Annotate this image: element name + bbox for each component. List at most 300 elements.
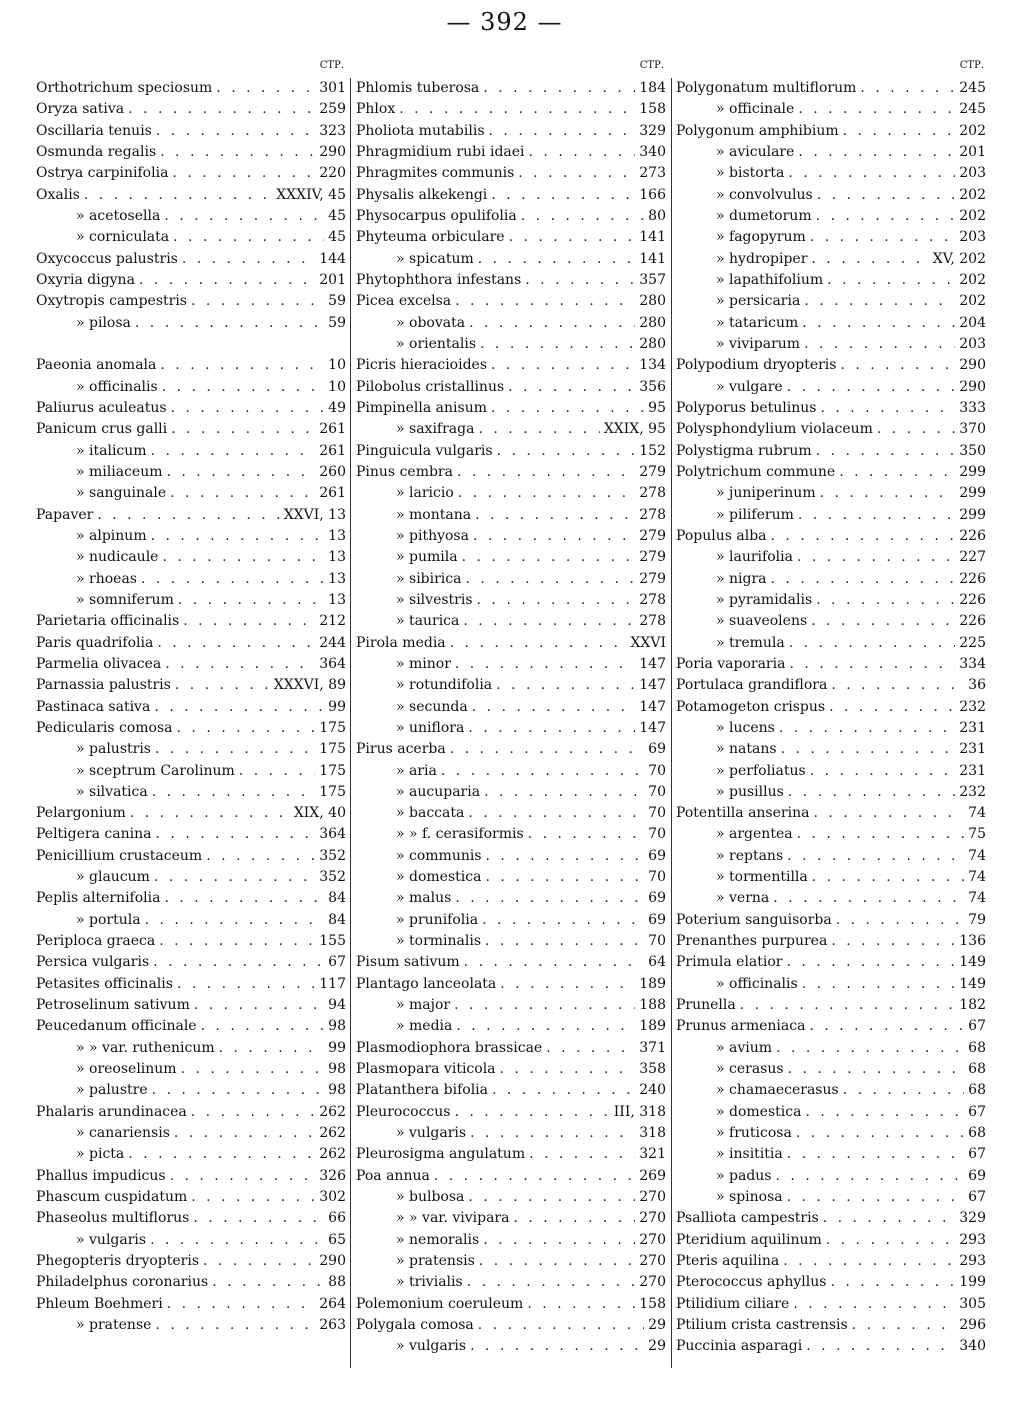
- entry-page: 278: [639, 613, 666, 630]
- index-entry: [36, 1123, 346, 1144]
- entry-name: » acetosella: [76, 207, 161, 224]
- leader-dots: [546, 1038, 635, 1059]
- index-entry: [36, 739, 346, 760]
- leader-dots: [128, 1144, 315, 1165]
- entry-name: » sceptrum Carolinum: [76, 762, 235, 779]
- index-entry: [676, 1016, 986, 1037]
- entry-name: » tremula: [716, 634, 785, 651]
- index-entry: [676, 1294, 986, 1315]
- index-entry: [676, 377, 986, 398]
- index-entry: [676, 206, 986, 227]
- entry-name: » obovata: [396, 314, 466, 331]
- entry-name: Poterium sanguisorba: [676, 911, 832, 928]
- entry-name: » secunda: [396, 698, 468, 715]
- entry-page: 79: [968, 911, 986, 928]
- entry-page: 244: [319, 634, 346, 651]
- index-entry: [676, 547, 986, 568]
- entry-name: Polygala comosa: [356, 1317, 474, 1334]
- leader-dots: [177, 718, 316, 739]
- index-entry: [36, 611, 346, 632]
- leader-dots: [463, 611, 635, 632]
- index-entry: [356, 291, 666, 312]
- entry-name: Polyporus betulinus: [676, 399, 817, 416]
- entry-name: » chamaecerasus: [716, 1082, 839, 1099]
- index-entry: [676, 291, 986, 312]
- index-entry: [676, 78, 986, 99]
- leader-dots: [810, 227, 955, 248]
- entry-page: 29: [648, 1317, 666, 1334]
- leader-dots: [492, 1080, 635, 1101]
- leader-dots: [810, 761, 956, 782]
- entry-name: Petasites officinalis: [36, 975, 173, 992]
- index-entry: [356, 569, 666, 590]
- index-entry: [36, 419, 346, 440]
- index-entry: [356, 1102, 666, 1123]
- index-entry: [36, 1272, 346, 1293]
- entry-name: » padus: [716, 1167, 772, 1184]
- entry-name: » persicaria: [716, 293, 801, 310]
- leader-dots: [470, 1336, 644, 1357]
- entry-name: Periploca graeca: [36, 933, 156, 950]
- index-entry: [356, 1336, 666, 1357]
- entry-name: » domestica: [396, 869, 482, 886]
- index-entry: [36, 270, 346, 291]
- entry-name: Potamogeton crispus: [676, 698, 826, 715]
- index-entry: [356, 1123, 666, 1144]
- index-entry: [36, 867, 346, 888]
- leader-dots: [467, 1272, 636, 1293]
- index-entry: [676, 824, 986, 845]
- leader-dots: [830, 1272, 955, 1293]
- entry-name: » sibirica: [396, 570, 462, 587]
- leader-dots: [787, 377, 956, 398]
- entry-name: Phlomis tuberosa: [356, 80, 480, 96]
- entry-name: » glaucum: [76, 869, 150, 886]
- leader-dots: [150, 1230, 324, 1251]
- entry-page: 70: [648, 826, 666, 843]
- entry-page: 264: [319, 1295, 346, 1312]
- entry-name: » portula: [76, 911, 141, 928]
- leader-dots: [177, 974, 315, 995]
- entry-page: 203: [959, 335, 986, 352]
- entry-name: » spinosa: [716, 1189, 783, 1206]
- leader-dots: [155, 739, 315, 760]
- entry-page: 68: [968, 1039, 986, 1056]
- leader-dots: [462, 547, 636, 568]
- entry-page: 278: [639, 591, 666, 608]
- leader-dots: [779, 718, 955, 739]
- index-entry: [36, 1230, 346, 1251]
- leader-dots: [434, 1166, 635, 1187]
- index-entry: [676, 483, 986, 504]
- entry-name: » bistorta: [716, 165, 785, 182]
- leader-dots: [206, 846, 315, 867]
- index-entry: [36, 633, 346, 654]
- entry-page: 75: [968, 826, 986, 843]
- entry-page: 149: [959, 954, 986, 971]
- entry-page: 68: [968, 1082, 986, 1099]
- leader-dots: [787, 1187, 965, 1208]
- entry-name: Oxytropis campestris: [36, 293, 187, 310]
- index-entry: [36, 313, 346, 334]
- leader-dots: [788, 163, 955, 184]
- entry-name: » » f. cerasiformis: [396, 826, 524, 843]
- entry-page: 166: [639, 186, 666, 203]
- index-entry: [36, 526, 346, 547]
- leader-dots: [212, 1272, 324, 1293]
- entry-page: 201: [959, 143, 986, 160]
- index-entry: [676, 270, 986, 291]
- entry-page: 88: [328, 1274, 346, 1291]
- entry-page: 80: [648, 207, 666, 224]
- entry-name: » picta: [76, 1146, 125, 1163]
- leader-dots: [162, 377, 324, 398]
- entry-name: Pleurococcus: [356, 1103, 451, 1120]
- leader-dots: [162, 547, 324, 568]
- leader-dots: [491, 398, 644, 419]
- index-entry: [356, 462, 666, 483]
- leader-dots: [797, 824, 965, 845]
- index-entry: [676, 739, 986, 760]
- index-entry: [36, 654, 346, 675]
- entry-name: » viviparum: [716, 335, 801, 352]
- index-entry: [676, 1102, 986, 1123]
- entry-name: » domestica: [716, 1103, 802, 1120]
- entry-name: » aviculare: [716, 143, 795, 160]
- index-entry: [36, 78, 346, 99]
- leader-dots: [167, 462, 316, 483]
- leader-dots: [508, 377, 635, 398]
- entry-name: » fagopyrum: [716, 229, 806, 246]
- entry-page: 13: [328, 549, 346, 566]
- index-entry: [36, 952, 346, 973]
- index-entry: [356, 931, 666, 952]
- leader-dots: [787, 846, 964, 867]
- index-entry: [356, 505, 666, 526]
- leader-dots: [141, 569, 324, 590]
- leader-dots: [472, 697, 636, 718]
- entry-name: » pilosa: [76, 314, 131, 331]
- entry-page: 147: [639, 698, 666, 715]
- leader-dots: [817, 185, 956, 206]
- leader-dots: [164, 888, 324, 909]
- entry-page: 66: [328, 1210, 346, 1227]
- leader-dots: [170, 483, 315, 504]
- index-entry: [676, 1230, 986, 1251]
- index-entry: [36, 441, 346, 462]
- leader-dots: [480, 334, 635, 355]
- entry-page: 189: [639, 975, 666, 992]
- index-entry: [676, 313, 986, 334]
- leader-dots: [789, 654, 955, 675]
- index-entry: [36, 1080, 346, 1101]
- leader-dots: [478, 249, 636, 270]
- entry-name: » perfoliatus: [716, 762, 806, 779]
- index-entry: [676, 910, 986, 931]
- entry-page: 279: [639, 549, 666, 566]
- entry-page: 10: [328, 357, 346, 374]
- entry-page: 270: [639, 1253, 666, 1270]
- entry-page: 350: [959, 442, 986, 459]
- index-entry: [676, 163, 986, 184]
- leader-dots: [809, 1016, 964, 1037]
- leader-dots: [831, 675, 964, 696]
- entry-page: 279: [639, 463, 666, 480]
- page-number: — 392 —: [446, 8, 563, 36]
- entry-name: » vulgaris: [396, 1338, 467, 1355]
- entry-name: » orientalis: [396, 335, 477, 352]
- index-entry: [36, 931, 346, 952]
- leader-dots: [843, 121, 956, 142]
- index-entry: [676, 121, 986, 142]
- index-entry: [676, 782, 986, 803]
- leader-dots: [135, 313, 324, 334]
- leader-dots: [811, 611, 955, 632]
- index-entry: [36, 697, 346, 718]
- entry-name: Paeonia anomala: [36, 357, 157, 374]
- leader-dots: [788, 782, 955, 803]
- leader-dots: [479, 1251, 635, 1272]
- leader-dots: [798, 505, 955, 526]
- entry-name: Plantago lanceolata: [356, 975, 497, 992]
- entry-name: Phascum cuspidatum: [36, 1189, 188, 1206]
- index-entry: [36, 675, 346, 696]
- entry-name: » dumetorum: [716, 207, 812, 224]
- leader-dots: [527, 1294, 635, 1315]
- entry-name: Papaver: [36, 506, 94, 523]
- entry-name: Pleurosigma angulatum: [356, 1146, 526, 1163]
- index-entry: [356, 782, 666, 803]
- entry-page: 203: [959, 229, 986, 246]
- entry-name: » officinale: [716, 101, 795, 118]
- entry-name: » juniperinum: [716, 485, 816, 502]
- index-entry: [356, 633, 666, 654]
- entry-page: 175: [319, 783, 346, 800]
- leader-dots: [843, 1080, 964, 1101]
- entry-name: Pirus acerba: [356, 741, 446, 758]
- leader-dots: [171, 419, 315, 440]
- leader-dots: [823, 1208, 956, 1229]
- entry-name: » sanguinale: [76, 485, 167, 502]
- entry-name: » » var. vivipara: [396, 1210, 510, 1227]
- entry-page: 280: [639, 335, 666, 352]
- entry-name: » trivialis: [396, 1274, 463, 1291]
- leader-dots: [500, 974, 635, 995]
- leader-dots: [798, 142, 955, 163]
- entry-name: » uniflora: [396, 719, 465, 736]
- entry-name: » prunifolia: [396, 911, 479, 928]
- leader-dots: [470, 1123, 635, 1144]
- index-entry: [676, 334, 986, 355]
- leader-dots: [152, 1080, 325, 1101]
- leader-dots: [203, 1251, 315, 1272]
- leader-dots: [478, 1315, 644, 1336]
- index-entry: [36, 377, 346, 398]
- leader-dots: [468, 718, 635, 739]
- entry-name: Ptilidium ciliare: [676, 1295, 790, 1312]
- entry-page: 260: [319, 463, 346, 480]
- index-entry: [356, 824, 666, 845]
- entry-name: Penicillium crustaceum: [36, 847, 203, 864]
- entry-name: » pusillus: [716, 783, 784, 800]
- leader-dots: [455, 888, 644, 909]
- index-entry: [676, 1208, 986, 1229]
- index-entry: [676, 1315, 986, 1336]
- entry-page: 226: [959, 613, 986, 630]
- leader-dots: [482, 910, 644, 931]
- leader-dots: [130, 803, 290, 824]
- entry-page: 299: [959, 506, 986, 523]
- entry-page: 370: [959, 421, 986, 438]
- entry-page: 74: [968, 805, 986, 822]
- index-entry: [676, 249, 986, 270]
- entry-name: Ostrya carpinifolia: [36, 165, 169, 182]
- index-entry: [356, 590, 666, 611]
- entry-name: » corniculata: [76, 229, 170, 246]
- entry-name: » argentea: [716, 826, 793, 843]
- index-entry: [356, 675, 666, 696]
- entry-page: 261: [319, 442, 346, 459]
- leader-dots: [773, 888, 964, 909]
- entry-page: 69: [968, 1167, 986, 1184]
- column-header: СТР.: [319, 60, 344, 71]
- entry-page: 182: [959, 997, 986, 1014]
- index-entry: [676, 441, 986, 462]
- leader-dots: [97, 505, 279, 526]
- entry-page: 147: [639, 655, 666, 672]
- entry-page: XV, 202: [932, 250, 986, 267]
- entry-name: » natans: [716, 741, 777, 758]
- leader-dots: [840, 355, 955, 376]
- entry-page: 149: [959, 975, 986, 992]
- entry-name: Ptilium crista castrensis: [676, 1317, 848, 1334]
- index-entry: [356, 1208, 666, 1229]
- entry-page: 59: [328, 314, 346, 331]
- leader-dots: [468, 803, 644, 824]
- index-entry: [356, 1294, 666, 1315]
- leader-dots: [485, 867, 644, 888]
- entry-name: Potentilla anserina: [676, 805, 810, 822]
- index-entry: [356, 1059, 666, 1080]
- index-entry: [356, 888, 666, 909]
- index-entry: [676, 1272, 986, 1293]
- index-entry: [676, 185, 986, 206]
- entry-page: 261: [319, 421, 346, 438]
- entry-name: Psalliota campestris: [676, 1210, 819, 1227]
- entry-page: 141: [639, 229, 666, 246]
- leader-dots: [475, 505, 635, 526]
- entry-page: 70: [648, 869, 666, 886]
- entry-name: » » var. ruthenicum: [76, 1039, 215, 1056]
- entry-page: 117: [319, 975, 346, 992]
- index-entry: [676, 1080, 986, 1101]
- leader-dots: [155, 1315, 315, 1336]
- leader-dots: [458, 483, 636, 504]
- entry-page: 226: [959, 527, 986, 544]
- entry-page: 201: [319, 271, 346, 288]
- index-entry: [676, 697, 986, 718]
- index-entry: [36, 462, 346, 483]
- leader-dots: [500, 1059, 636, 1080]
- entry-page: 290: [959, 357, 986, 374]
- entry-page: 290: [959, 378, 986, 395]
- entry-page: 278: [639, 506, 666, 523]
- index-entry: [36, 227, 346, 248]
- entry-name: » bulbosa: [396, 1189, 465, 1206]
- entry-page: 68: [968, 1125, 986, 1142]
- leader-dots: [441, 761, 644, 782]
- entry-page: 175: [319, 762, 346, 779]
- entry-page: 98: [328, 1061, 346, 1078]
- entry-page: 69: [648, 890, 666, 907]
- leader-dots: [157, 633, 315, 654]
- leader-dots: [816, 590, 955, 611]
- entry-page: 147: [639, 677, 666, 694]
- leader-dots: [788, 1059, 965, 1080]
- entry-page: 240: [639, 1082, 666, 1099]
- entry-page: 323: [319, 122, 346, 139]
- entry-page: 65: [328, 1231, 346, 1248]
- entry-name: Poa annua: [356, 1167, 430, 1184]
- index-column-2: [356, 60, 666, 1358]
- leader-dots: [84, 185, 272, 206]
- index-entry: [36, 910, 346, 931]
- index-entry: [356, 803, 666, 824]
- entry-page: 70: [648, 933, 666, 950]
- index-entry: [356, 398, 666, 419]
- entry-name: » lapathifolium: [716, 271, 824, 288]
- entry-name: » aucuparia: [396, 783, 481, 800]
- entry-page: 318: [639, 1125, 666, 1142]
- entry-name: Philadelphus coronarius: [36, 1274, 209, 1291]
- entry-page: 352: [319, 869, 346, 886]
- index-entry: [676, 1251, 986, 1272]
- entry-page: 245: [959, 101, 986, 118]
- entry-page: 36: [968, 677, 986, 694]
- entry-page: 279: [639, 527, 666, 544]
- leader-dots: [191, 1187, 315, 1208]
- leader-dots: [478, 419, 599, 440]
- entry-page: 270: [639, 1274, 666, 1291]
- entry-page: 290: [319, 1253, 346, 1270]
- index-entry: [36, 355, 346, 376]
- entry-name: » tataricum: [716, 314, 799, 331]
- entry-name: Phytophthora infestans: [356, 271, 522, 288]
- index-entry: [356, 1187, 666, 1208]
- leader-dots: [802, 974, 956, 995]
- leader-dots: [154, 867, 315, 888]
- entry-name: » somniferum: [76, 591, 174, 608]
- entry-page: 293: [959, 1231, 986, 1248]
- index-entry: [676, 355, 986, 376]
- entry-name: » pumila: [396, 549, 458, 566]
- entry-name: » reptans: [716, 847, 784, 864]
- entry-page: 358: [639, 1061, 666, 1078]
- index-entry: [356, 1272, 666, 1293]
- index-entry: [356, 270, 666, 291]
- leader-dots: [813, 803, 964, 824]
- leader-dots: [877, 419, 955, 440]
- index-entry: [36, 334, 346, 355]
- entry-page: 261: [319, 485, 346, 502]
- entry-page: 45: [328, 229, 346, 246]
- entry-name: » oreoselinum: [76, 1061, 177, 1078]
- index-entry: [356, 142, 666, 163]
- index-entry: [36, 1315, 346, 1336]
- leader-dots: [812, 867, 964, 888]
- entry-name: Pholiota mutabilis: [356, 122, 485, 139]
- entry-name: » pithyosa: [396, 527, 469, 544]
